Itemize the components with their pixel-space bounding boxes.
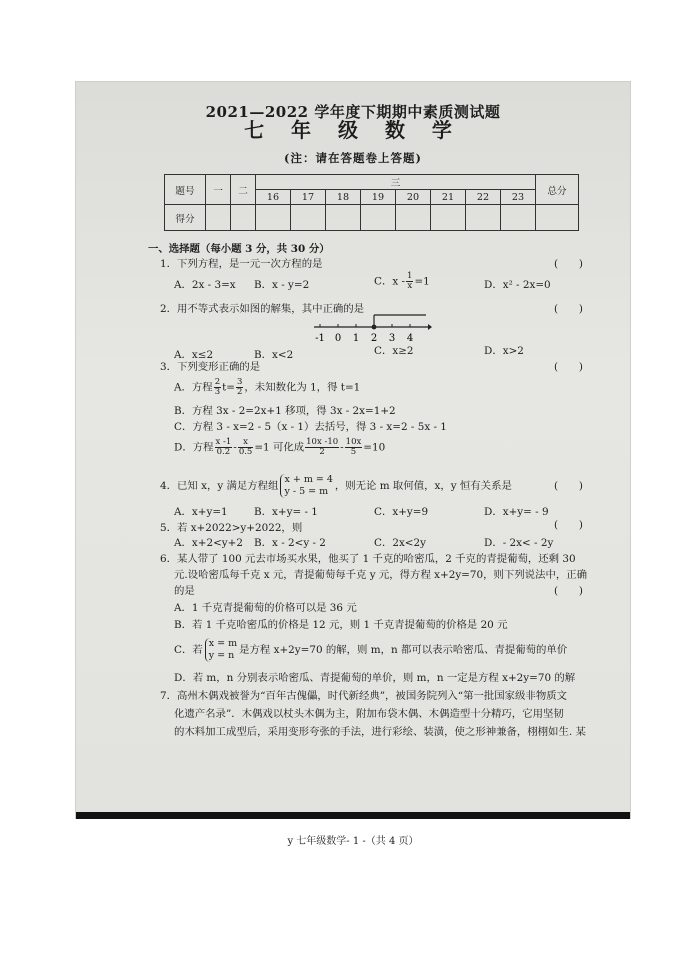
answer-bracket: ( ) [554,303,583,315]
score-cell [536,205,579,231]
q5-stem: 5．若 x+2022>y+2022，则 [160,522,303,534]
score-table-sub: 17 [291,190,326,205]
q6-option-c: C．若 x = m y = n 是方程 x+2y=70 的解，则 m，n 都可以表示哈密瓜、青提葡萄的单价 [174,638,568,661]
score-cell [361,205,396,231]
q1-option-a: A．2x - 3=x [174,279,236,291]
score-cell [231,205,256,231]
page-footer: y 七年级数学- 1 -（共 4 页） [287,836,419,847]
score-cell [501,205,536,231]
score-table-sub: 18 [326,190,361,205]
q2-option-c: C．x≥2 [374,345,414,357]
score-row-label: 得分 [165,205,206,231]
score-table-sub: 20 [396,190,431,205]
score-cell [396,205,431,231]
score-table-sub: 21 [431,190,466,205]
number-line-tick-label: -1 [315,333,325,344]
number-line-tick-label: 0 [334,333,342,344]
q7-stem-line: 的木料加工成型后，采用变形夸张的手法，进行彩绘、装潢，使之形神兼备，栩栩如生. 某 [174,726,586,738]
q6-stem-line: 的是 [174,585,195,597]
q1-stem: 1．下列方程，是一元一次方程的是 [160,258,323,270]
answer-bracket: ( ) [554,480,583,492]
q3-option-c: C．方程 3 - x=2 - 5（x - 1）去括号，得 3 - x=2 - 5x - 1 [174,421,447,433]
score-cell [326,205,361,231]
q5-option-b: B．x - 2<y - 2 [254,537,326,549]
q7-stem-line: 化遗产名录”．木偶戏以杖头木偶为主，附加布袋木偶、木偶造型十分精巧，它用坚韧 [174,708,564,720]
exam-title: 2021—2022 学年度下期期中素质测试题 [205,103,501,121]
score-table-col-1: 一 [206,175,231,205]
q1-option-b: B．x - y=2 [254,279,310,291]
q6-option-d: D．若 m，n 分别表示哈密瓜、青提葡萄的单价，则 m，n 一定是方程 x+2y=70 的解 [174,672,576,684]
answer-bracket: ( ) [554,361,583,373]
q2-option-a: A．x≤2 [174,349,214,361]
q2-option-b: B．x<2 [254,349,294,361]
score-cell [206,205,231,231]
q3-stem: 3．下列变形正确的是 [160,361,261,373]
q4-option-c: C．x+y=9 [374,506,429,518]
score-table-sub: 16 [256,190,291,205]
q5-option-d: D．- 2x< - 2y [484,537,554,549]
q4-stem: 4．已知 x，y 满足方程组 x + m = 4 y - 5 = m ，则无论 m 取何值，x，y 恒有关系是 [160,474,512,497]
q5-option-a: A．x+2<y+2 [174,537,243,549]
q6-option-b: B．若 1 千克哈密瓜的价格是 12 元，则 1 千克青提葡萄的价格是 20 元 [174,619,508,631]
number-line-tick-label: 1 [352,333,360,344]
q1-option-d: D．x² - 2x=0 [484,279,551,291]
q4-option-a: A．x+y=1 [174,506,228,518]
score-table-header: 题号 [165,175,206,205]
score-table-total: 总分 [536,175,579,205]
answer-bracket: ( ) [554,585,583,597]
q6-stem-line: 元.设哈密瓜每千克 x 元，青提葡萄每千克 y 元，得方程 x+2y=70，则下列说法中，正确 [174,569,588,581]
q3-option-b: B．方程 3x - 2=2x+1 移项，得 3x - 2x=1+2 [174,405,396,417]
exam-subject: 七 年 级 数 学 [244,118,462,142]
score-cell [431,205,466,231]
answer-bracket: ( ) [554,258,583,270]
q7-stem-line: 7．高州木偶戏被誉为“百年古傀儡，时代新经典”，被国务院列入“第一批国家级非物质文 [160,690,567,702]
score-table-col-3: 三 [256,175,536,190]
score-cell [256,205,291,231]
q3-option-d: D．方程 $\frac{x -1}{0.2}$ - $\frac{x}{0.5}$ =1 可化成 $\frac{10x -10}{2}$ - $\frac{10x}{5}$ =10 [174,437,386,457]
score-table [164,174,579,231]
q4-option-d: D．x+y= - 9 [484,506,549,518]
score-table-sub: 19 [361,190,396,205]
score-cell [291,205,326,231]
number-line-figure [312,310,432,346]
exam-notice: (注：请在答题卷上答题) [284,151,422,165]
exam-paper [76,82,630,847]
number-line-arrow [428,324,432,330]
number-line-tick-label: 4 [406,333,414,344]
number-line-tick-label: 2 [370,333,378,344]
score-cell [466,205,501,231]
q4-option-b: B．x+y= - 1 [254,506,318,518]
score-table-sub: 22 [466,190,501,205]
q6-option-a: A．1 千克青提葡萄的价格可以是 36 元 [174,602,357,614]
answer-bracket: ( ) [554,519,583,531]
number-line-tick-label: 3 [388,333,396,344]
section-title: 一、选择题（每小题 3 分，共 30 分） [148,243,330,255]
q6-stem-line: 6．某人带了 100 元去市场买水果，他买了 1 千克的哈密瓜，2 千克的青提葡萄，还剩 30 [160,553,576,565]
score-table-col-2: 二 [231,175,256,205]
score-table-sub: 23 [501,190,536,205]
q5-option-c: C．2x<2y [374,537,426,549]
q3-option-a: A．方程 $\frac{2}{3}$ t= $\frac{3}{2}$ ，未知数化为 1，得 t=1 [174,377,361,397]
scan-edge [76,812,630,819]
q2-stem: 2．用不等式表示如图的解集，其中正确的是 [160,303,365,315]
q1-option-c: C．x - $\frac{1}{x}$ =1 [374,271,430,291]
q2-option-d: D．x>2 [484,345,524,357]
